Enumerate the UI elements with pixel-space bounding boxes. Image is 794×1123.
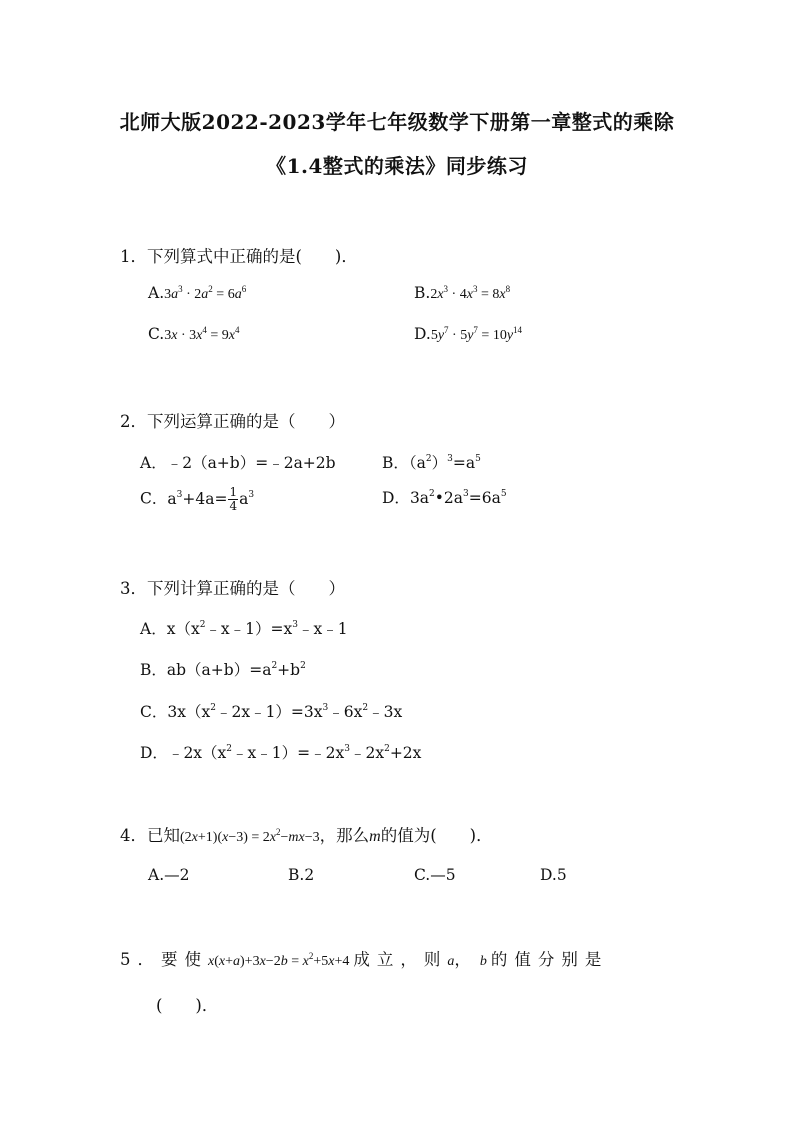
option-label: C．	[140, 703, 168, 721]
option-label: B．	[140, 661, 167, 679]
option-expr: $2x^3 \cdot 4x^3 = 8x^8$	[430, 284, 511, 302]
stem-equation: $x(x+a)+3x-2b = x^2+5x+4$	[208, 951, 350, 969]
stem-mid: 成立，则	[353, 950, 448, 969]
question-2-option-c	[140, 486, 254, 513]
option-expr: ﹣2（a+b）=﹣2a+2b	[166, 454, 336, 472]
stem-variable-a: a	[447, 954, 455, 969]
stem-variable-m: m	[369, 828, 381, 845]
question-5-blank: ( )．	[156, 996, 219, 1015]
option-label: B.	[414, 284, 431, 302]
option-expr: $3a^2•2a^3=6a^5$	[409, 489, 507, 507]
stem-prefix: 4．已知	[120, 826, 180, 845]
option-expr: $x(x^2﹣x﹣1)=x^3﹣x﹣1$	[166, 620, 348, 638]
question-1-option-d	[414, 325, 522, 344]
option-expr: 5	[556, 866, 567, 884]
option-label: C．	[140, 489, 168, 508]
option-expr: —2	[164, 866, 190, 884]
option-label: D．	[382, 489, 410, 507]
question-1-option-c	[148, 325, 239, 344]
option-label: D.	[414, 325, 431, 343]
question-1-option-b	[414, 284, 510, 303]
title-line-2: 《1.4整式的乘法》同步练习	[266, 154, 528, 178]
question-1-option-a	[148, 284, 246, 303]
option-expr: $5y^7 \cdot 5y^7 = 10y^{14}$	[430, 325, 523, 343]
fraction-one-quarter: $\frac{1}{4}$	[229, 485, 238, 513]
option-label: C.	[414, 866, 431, 884]
stem-variable-b: b	[479, 954, 487, 969]
question-2-option-d	[382, 486, 507, 508]
option-expr: $(a^2)^3=a^5$	[408, 454, 481, 472]
option-label: D.	[540, 866, 557, 884]
question-3-option-b	[140, 658, 306, 680]
stem-mid: ，那么	[319, 826, 370, 845]
option-expr: $ab(a+b)=a^2+b^2$	[166, 661, 306, 679]
question-4-stem	[120, 822, 493, 846]
option-expr: $3x(x^2﹣2x﹣1)=3x^3﹣6x^2﹣3x$	[167, 703, 403, 721]
stem-comma: ，	[454, 950, 478, 969]
option-label: B．	[382, 454, 409, 472]
option-label: A.	[148, 284, 165, 302]
title-line-1: 北师大版2022-2023学年七年级数学下册第一章整式的乘除	[119, 110, 675, 134]
option-label: D．	[140, 744, 168, 762]
stem-suffix: 的值分别是	[490, 950, 609, 969]
question-4-option-c	[414, 866, 456, 884]
stem-prefix: 5．要使	[120, 950, 208, 969]
option-label: C.	[148, 325, 165, 343]
option-expr: $3x \cdot 3x^4 = 9x^4$	[164, 325, 240, 343]
option-label: A．	[140, 620, 167, 638]
question-2-stem: 2．下列运算正确的是（ ）	[120, 412, 345, 431]
option-expr: $3a^3 \cdot 2a^2 = 6a^6$	[164, 284, 247, 302]
option-label: B.	[288, 866, 305, 884]
question-3-option-c	[140, 700, 402, 722]
option-label: A．	[140, 454, 167, 472]
option-expr: 2	[304, 866, 315, 884]
question-4-option-d	[540, 866, 567, 884]
option-expr: —5	[430, 866, 456, 884]
option-expr: $﹣2x(x^2﹣x﹣1)=﹣2x^3﹣2x^2+2x$	[167, 744, 422, 762]
question-2-option-b	[382, 451, 481, 473]
option-expr: $a^3+4a=$ $\frac{1}{4}$ $a^3$	[167, 485, 255, 513]
question-3-option-d	[140, 741, 421, 763]
question-2-option-a	[140, 451, 336, 473]
question-1-stem: 1．下列算式中正确的是( )．	[120, 247, 358, 266]
option-label: A.	[148, 866, 165, 884]
question-4-option-b	[288, 866, 314, 884]
question-5-stem	[120, 946, 608, 970]
stem-suffix: 的值为( )．	[380, 826, 493, 845]
question-4-option-a	[148, 866, 190, 884]
stem-equation: $(2x+1)(x-3) = 2x^2-mx-3$	[180, 827, 320, 845]
question-3-stem: 3．下列计算正确的是（ ）	[120, 579, 345, 598]
question-3-option-a	[140, 617, 348, 639]
